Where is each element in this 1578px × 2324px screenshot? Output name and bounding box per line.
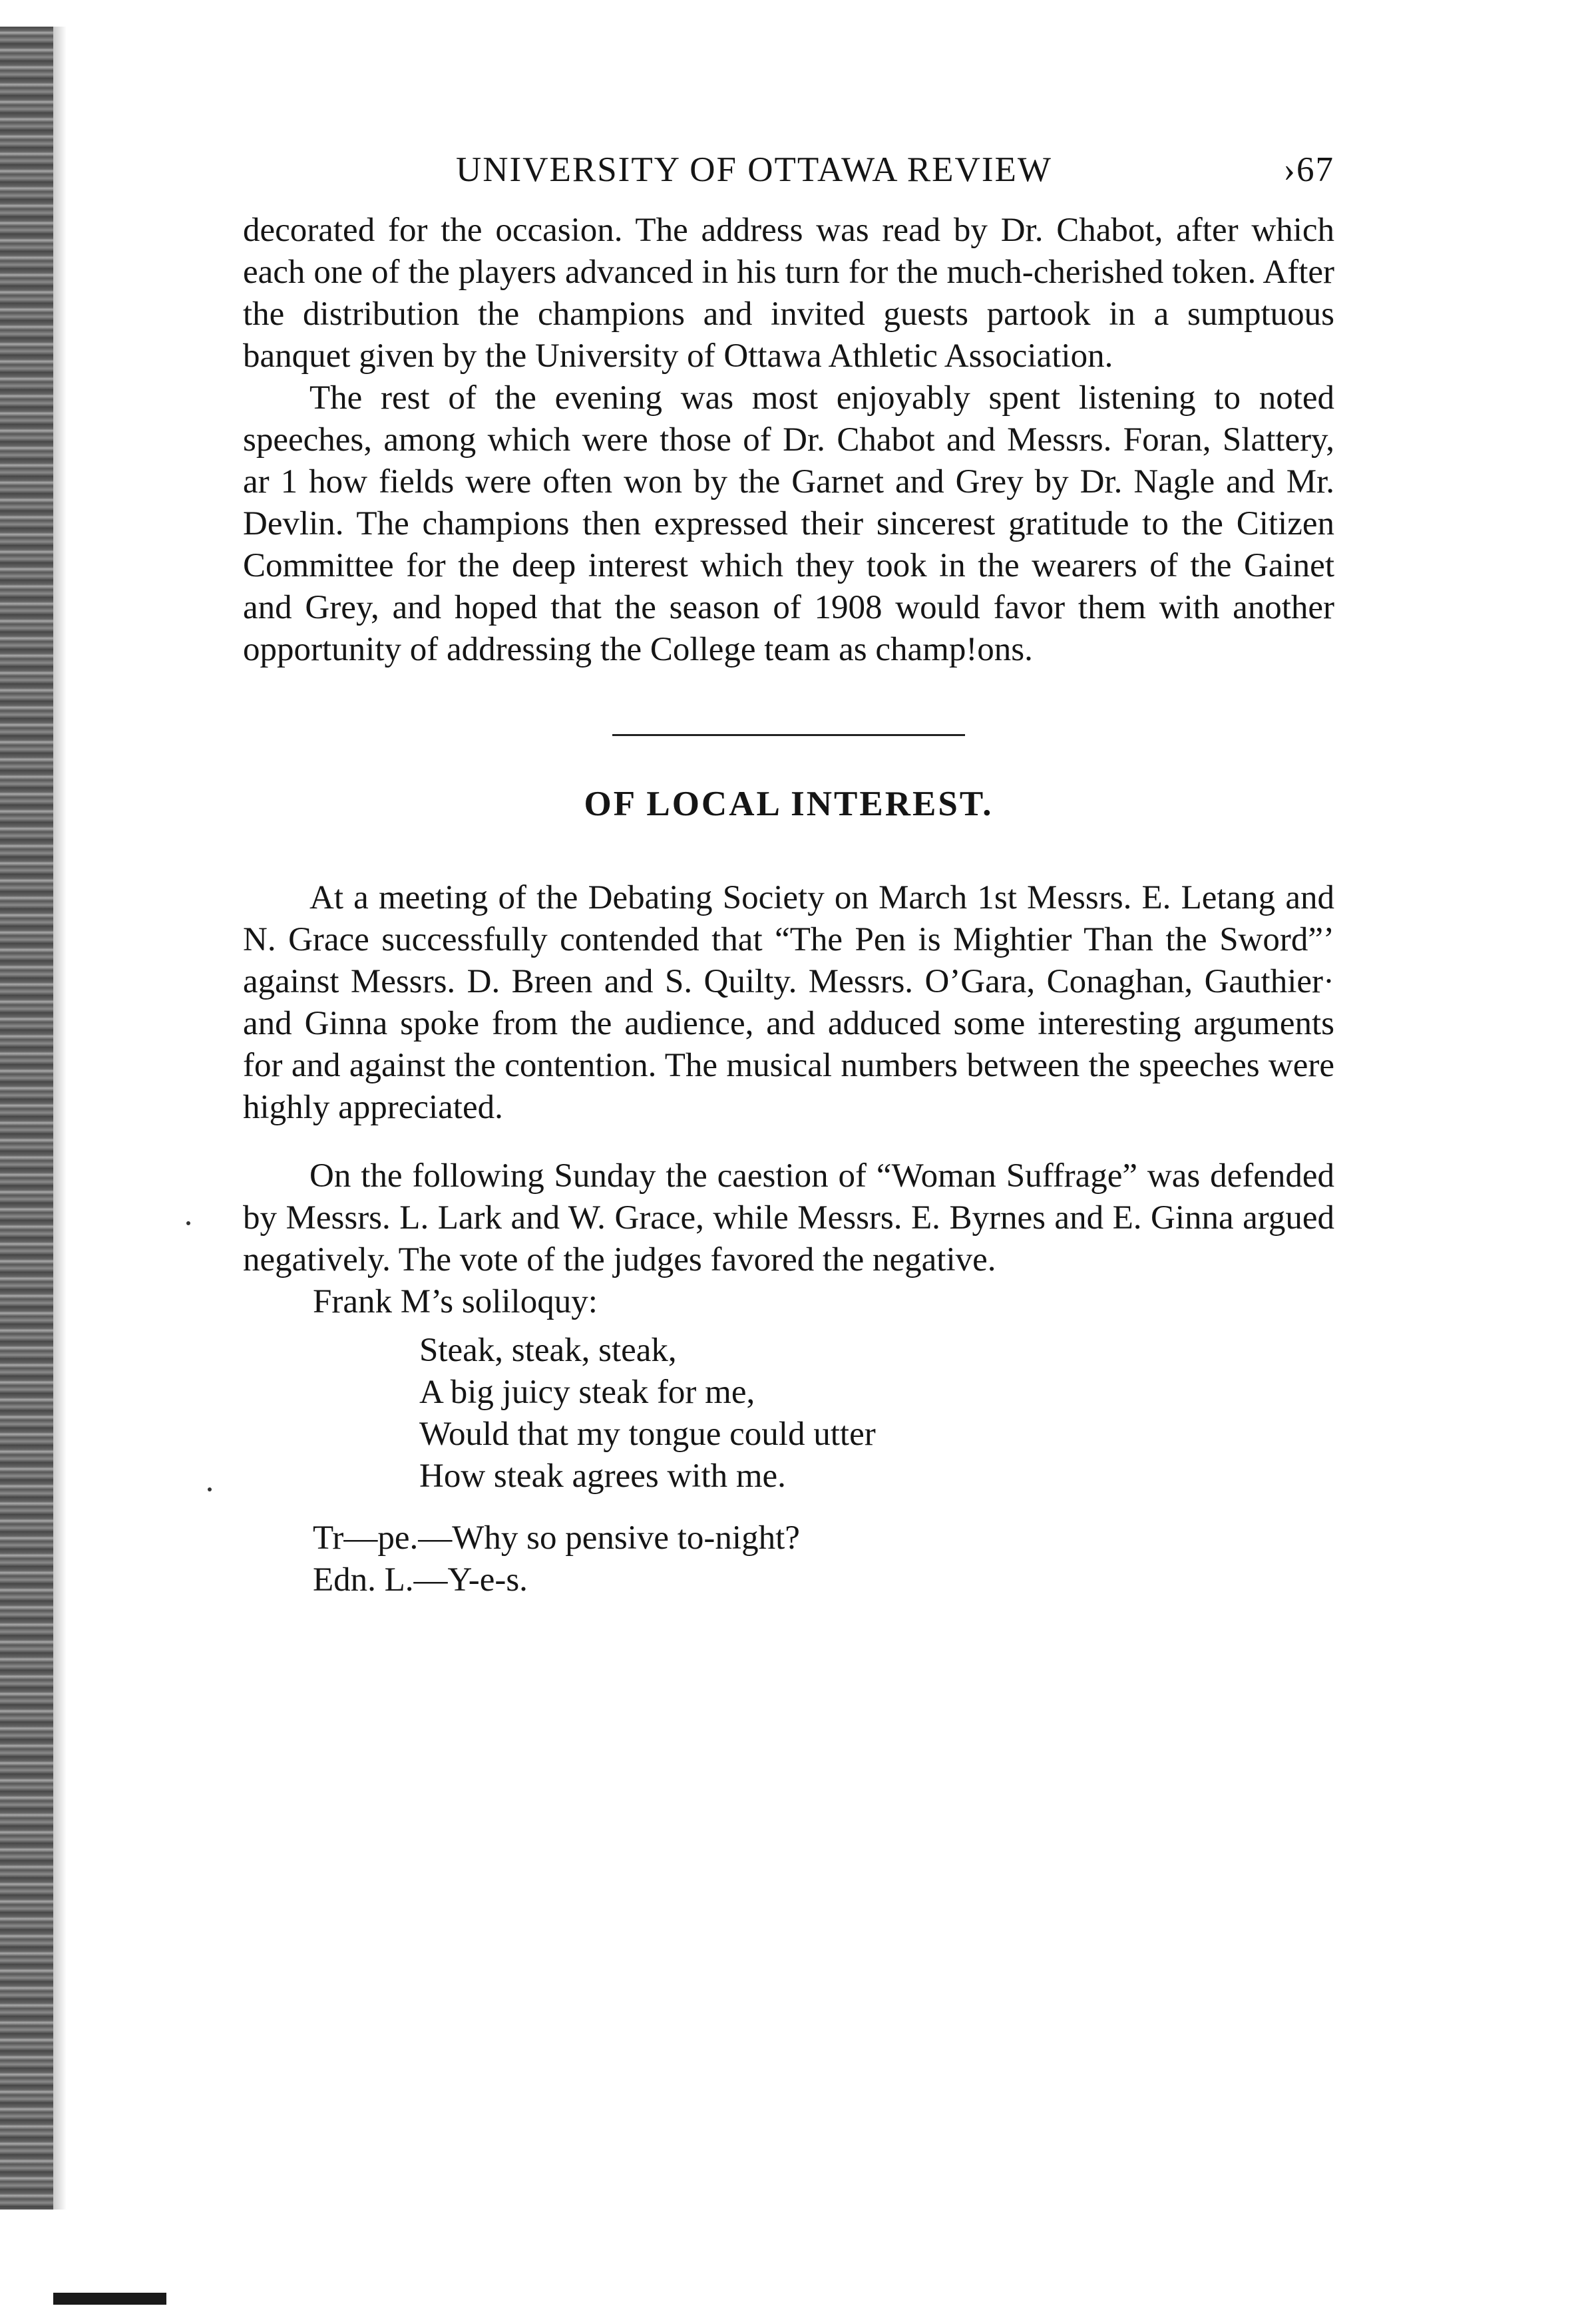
poem-line: Steak, steak, steak, <box>419 1332 677 1369</box>
poem-line: Would that my tongue could utter <box>419 1416 876 1453</box>
paragraph-continued: decorated for the occasion. The address was read by Dr. Chabot, after which each one of the players advanced in his turn for the much-cherished token. After the distribution the champions and invited guests partook in a sumptuous banquet given by the University of Ottawa Athletic Association. <box>243 212 1334 375</box>
paragraph-evening: The rest of the evening was most enjoyably spent listening to noted speeches, among which were those of Dr. Chabot and Messrs. Foran, Slattery, ar 1 how fields were often won by the Garnet and Grey by Dr. Nagle and Mr. Devlin. The champions then expressed their sincerest gratitude to the Citizen Committee for the deep interest which they took in the wearers of the Gainet and Grey, and hoped that the season of 1908 would favor them with another opportunity of addressing the College team as champ!ons. <box>243 379 1334 668</box>
book-binding-edge <box>0 27 53 2210</box>
paragraph-debating-society: At a meeting of the Debating Society on March 1st Messrs. E. Letang and N. Grace successfully contended that “The Pen is Mightier Than the Sword”’ against Messrs. D. Breen and S. Quilty. Messrs. O’Gara, Conaghan, Gauthier· and Ginna spoke from the audience, and adduced some interesting arguments for and against the contention. The musical numbers between the speeches were highly appreciated. <box>243 879 1334 1126</box>
section-heading: OF LOCAL INTEREST. <box>584 785 994 823</box>
poem-line: A big juicy steak for me, <box>419 1374 755 1411</box>
section-divider <box>612 734 965 736</box>
poem <box>419 1330 1334 1497</box>
dialogue-line: Tr—pe.—Why so pensive to-night? <box>313 1519 800 1557</box>
dialogue <box>313 1517 1334 1601</box>
dialogue-line: Edn. L.—Y-e-s. <box>313 1561 528 1599</box>
page-content <box>243 150 1334 1601</box>
running-header <box>243 150 1334 196</box>
scan-speck <box>186 1221 190 1225</box>
soliloquy-intro: Frank M’s soliloquy: <box>313 1283 598 1320</box>
scan-artifact-mark <box>53 2293 166 2305</box>
poem-line: How steak agrees with me. <box>419 1457 786 1495</box>
running-title: UNIVERSITY OF OTTAWA REVIEW <box>456 150 1052 189</box>
paragraph-woman-suffrage: On the following Sunday the caestion of “Woman Suffrage” was defended by Messrs. L. Lark and W. Grace, while Messrs. E. Byrnes and E. Ginna argued negatively. The vote of the judges favored the negative. <box>243 1157 1334 1278</box>
scan-speck <box>208 1487 212 1491</box>
page-number: ›67 <box>1283 150 1334 189</box>
